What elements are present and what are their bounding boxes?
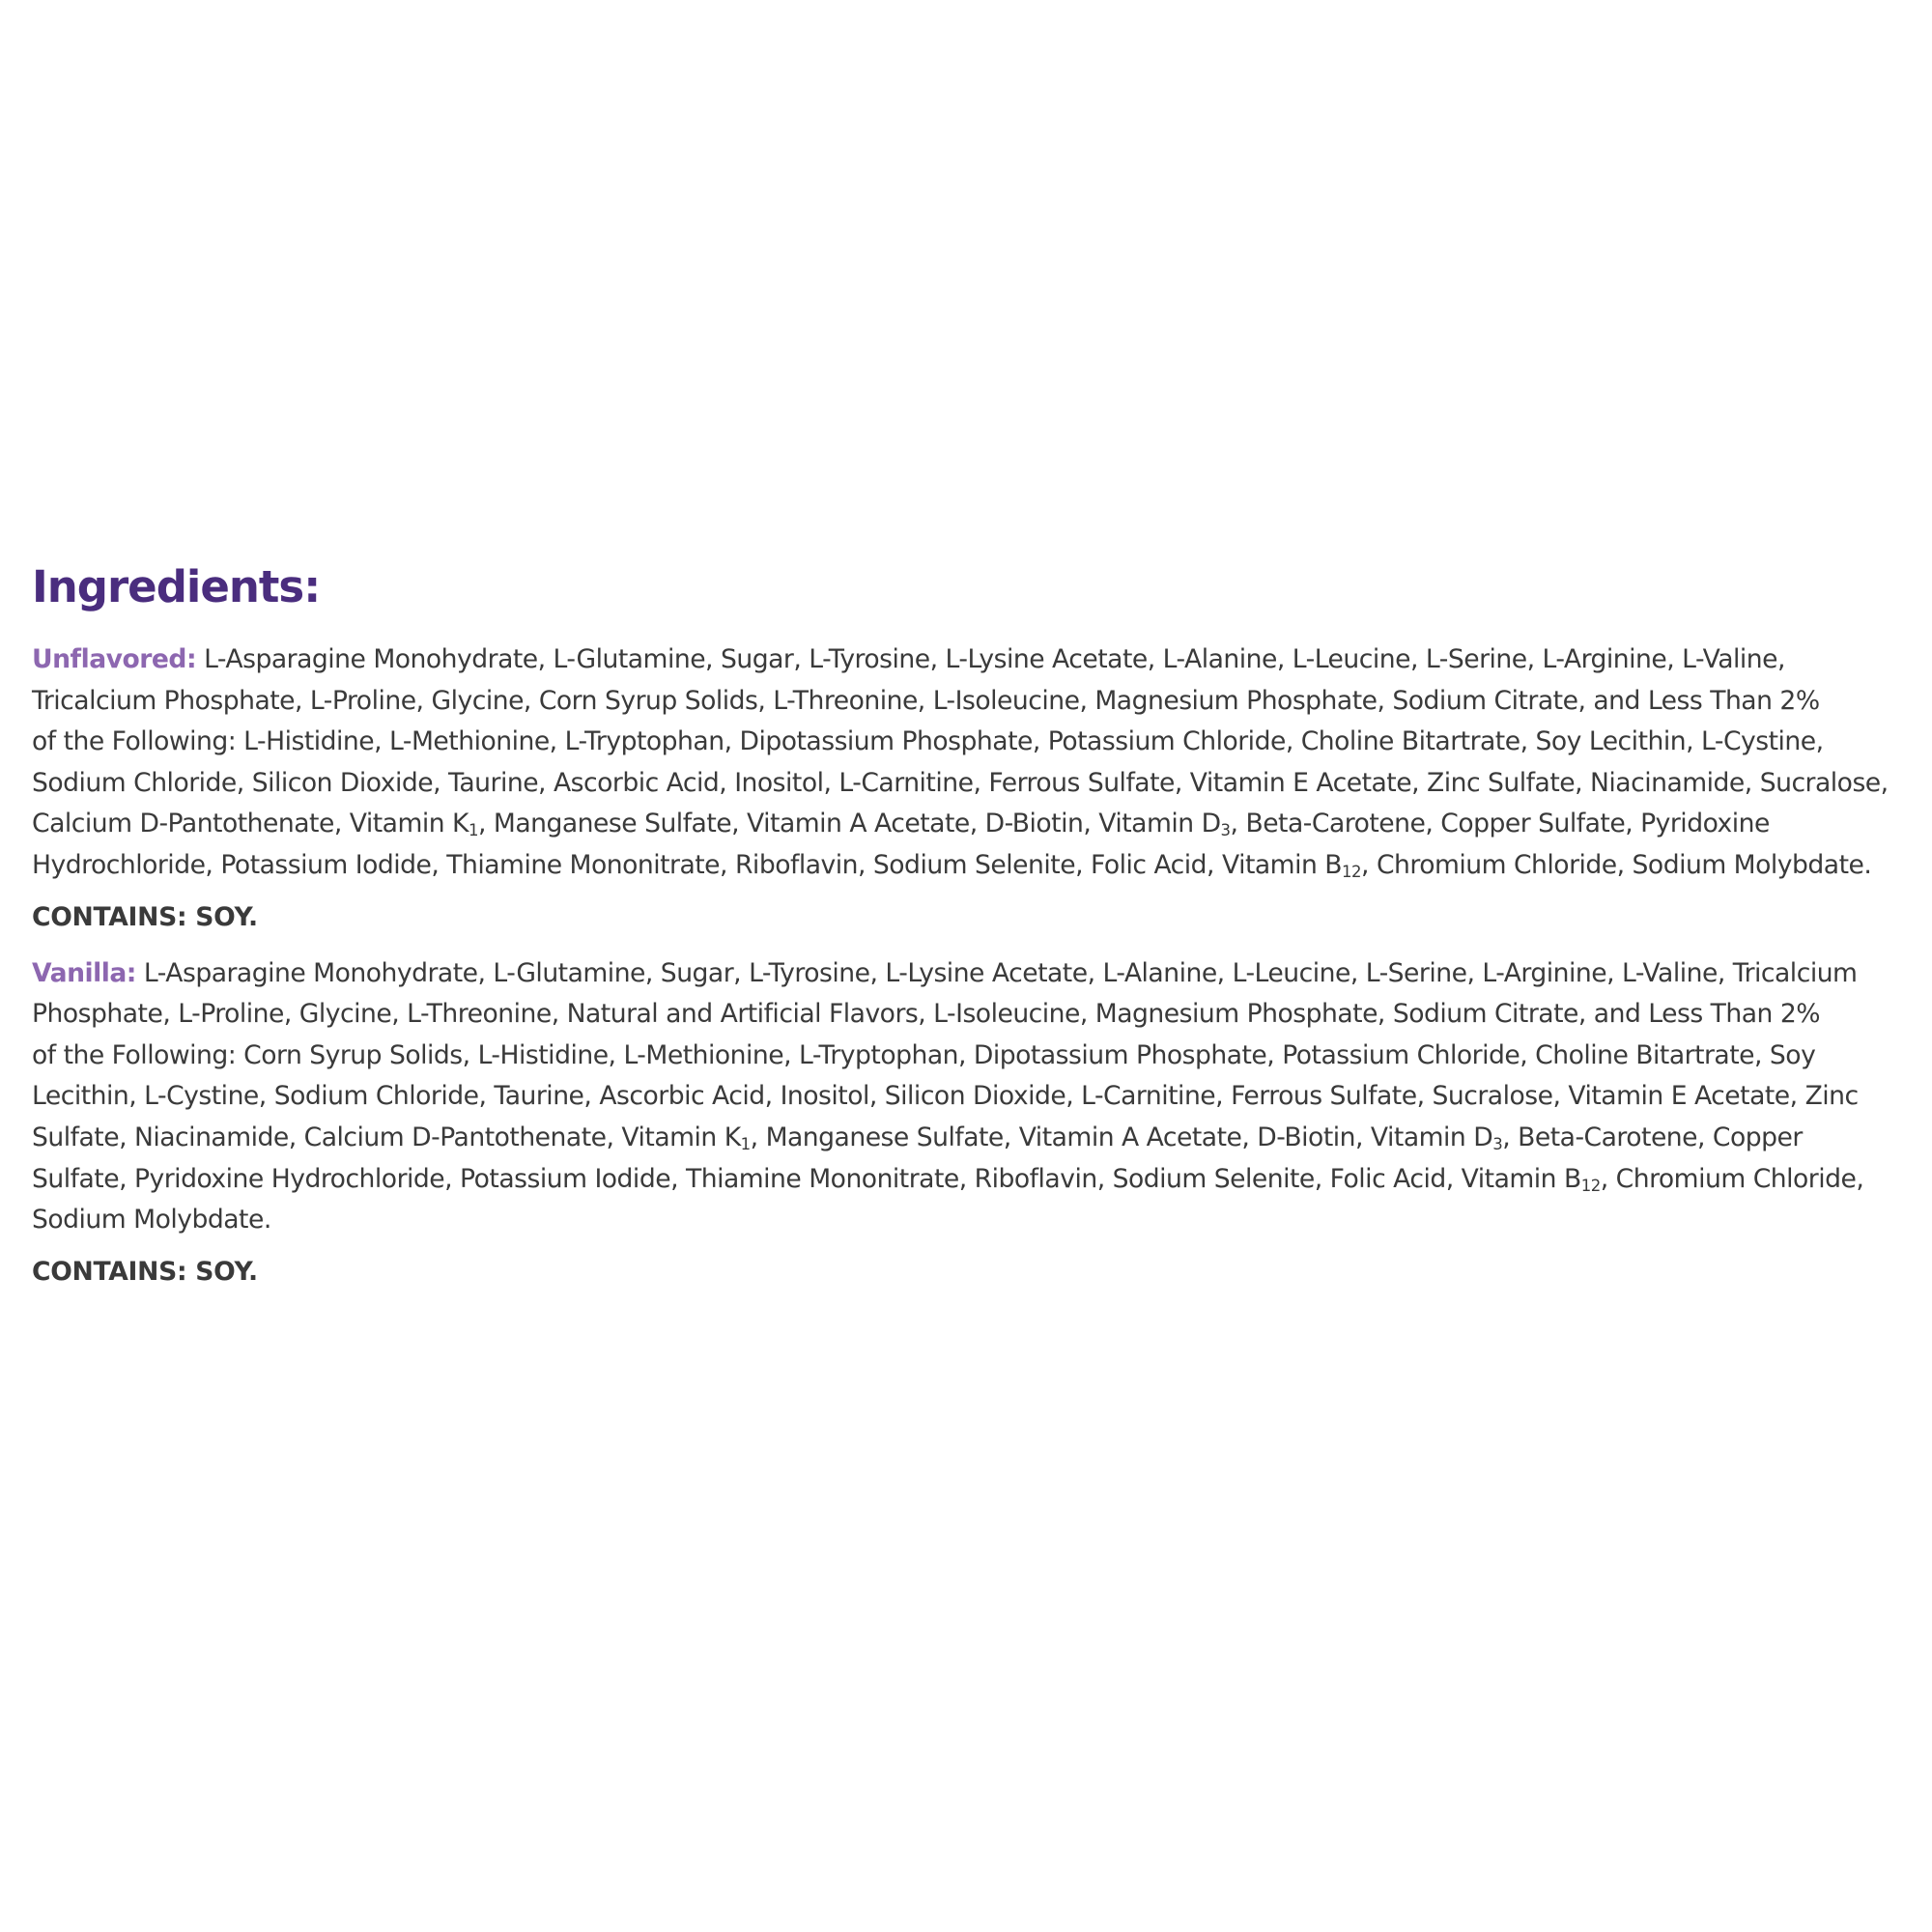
unflavored-ingredients [32, 639, 1925, 887]
unflavored-line-6-part-2: , Chromium Chloride, Sodium Molybdate. [1361, 849, 1872, 880]
unflavored-line-3: of the Following: L-Histidine, L-Methionine, L-Tryptophan, Dipotassium Phosphate, Potassium Chloride, Choline Bitartrate, Soy Lecithin, L-Cystine, [32, 726, 1824, 757]
unflavored-allergen-statement: CONTAINS: SOY. [32, 901, 258, 932]
vanilla-line-1: L-Asparagine Monohydrate, L-Glutamine, Sugar, L-Tyrosine, L-Lysine Acetate, L-Alanine, L-Leucine, L-Serine, L-Arginine, L-Valine, Tricalcium [143, 957, 1858, 988]
vanilla-line-5-part-1: Sulfate, Niacinamide, Calcium D-Pantothenate, Vitamin K [32, 1122, 741, 1152]
unflavored-line-5-part-3: , Beta-Carotene, Copper Sulfate, Pyridoxine [1230, 809, 1770, 839]
ingredients-panel [32, 558, 1925, 1308]
vanilla-subscript-k: 1 [740, 1135, 751, 1154]
vanilla-allergen-statement: CONTAINS: SOY. [32, 1256, 258, 1287]
unflavored-line-5-part-1: Calcium D-Pantothenate, Vitamin K [32, 809, 469, 839]
vanilla-line-3: of the Following: Corn Syrup Solids, L-Histidine, L-Methionine, L-Tryptophan, Dipotassium Phosphate, Potassium Chloride, Choline Bitartrate, Soy [32, 1039, 1816, 1070]
vanilla-ingredients [32, 953, 1925, 1241]
vanilla-subscript-d: 3 [1492, 1135, 1503, 1154]
ingredients-heading: Ingredients: [32, 561, 321, 612]
unflavored-line-5-part-2: , Manganese Sulfate, Vitamin A Acetate, D-Biotin, Vitamin D [478, 809, 1221, 839]
vanilla-line-7: Sodium Molybdate. [32, 1205, 271, 1236]
vanilla-line-6-part-2: , Chromium Chloride, [1600, 1163, 1864, 1194]
unflavored-subscript-b: 12 [1342, 863, 1362, 882]
unflavored-line-1: L-Asparagine Monohydrate, L-Glutamine, Sugar, L-Tyrosine, L-Lysine Acetate, L-Alanine, L-Leucine, L-Serine, L-Arginine, L-Valine, [204, 644, 1785, 674]
vanilla-line-5-part-2: , Manganese Sulfate, Vitamin A Acetate, D-Biotin, Vitamin D [750, 1122, 1493, 1152]
vanilla-label: Vanilla: [32, 957, 136, 988]
unflavored-line-2: Tricalcium Phosphate, L-Proline, Glycine, Corn Syrup Solids, L-Threonine, L-Isoleucine, Magnesium Phosphate, Sodium Citrate, and Less Than 2% [32, 685, 1820, 716]
vanilla-line-5-part-3: , Beta-Carotene, Copper [1502, 1122, 1803, 1152]
unflavored-line-6-part-1: Hydrochloride, Potassium Iodide, Thiamine Mononitrate, Riboflavin, Sodium Selenite, Folic Acid, Vitamin B [32, 849, 1343, 880]
unflavored-subscript-d: 3 [1220, 821, 1231, 840]
unflavored-label: Unflavored: [32, 644, 197, 674]
unflavored-line-4: Sodium Chloride, Silicon Dioxide, Taurine, Ascorbic Acid, Inositol, L-Carnitine, Ferrous Sulfate, Vitamin E Acetate, Zinc Sulfate, Niacinamide, Sucralose, [32, 767, 1889, 798]
vanilla-line-6-part-1: Sulfate, Pyridoxine Hydrochloride, Potassium Iodide, Thiamine Mononitrate, Riboflavin, Sodium Selenite, Folic Acid, Vitamin B [32, 1163, 1581, 1194]
vanilla-subscript-b: 12 [1580, 1176, 1601, 1195]
unflavored-subscript-k: 1 [469, 821, 478, 840]
vanilla-line-2: Phosphate, L-Proline, Glycine, L-Threonine, Natural and Artificial Flavors, L-Isoleucine, Magnesium Phosphate, Sodium Citrate, and Less Than 2% [32, 999, 1821, 1030]
vanilla-line-4: Lecithin, L-Cystine, Sodium Chloride, Taurine, Ascorbic Acid, Inositol, Silicon Dioxide, L-Carnitine, Ferrous Sulfate, Sucralose, Vitamin E Acetate, Zinc [32, 1081, 1859, 1112]
